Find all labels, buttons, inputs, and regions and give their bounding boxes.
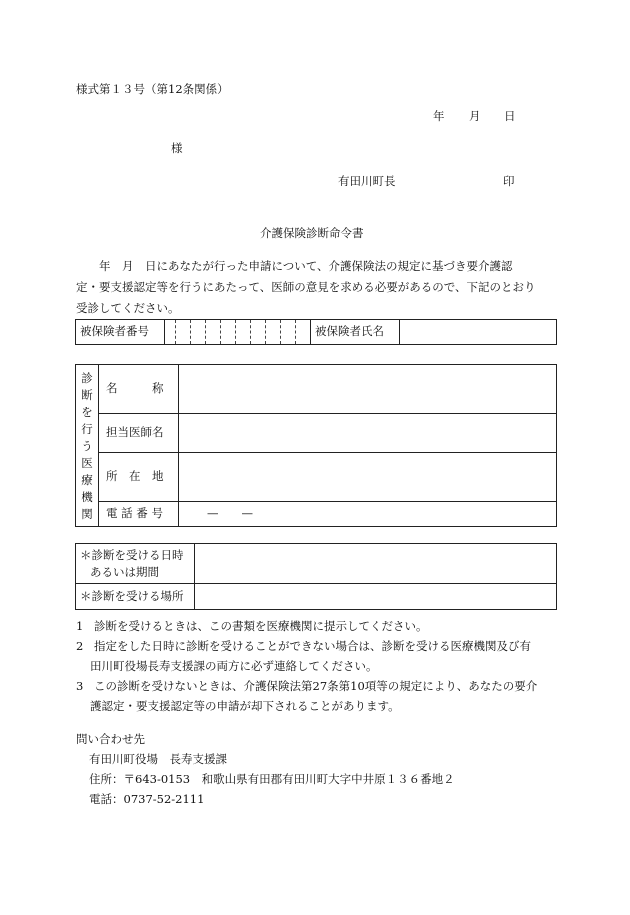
insured-number-digit[interactable]: [176, 320, 191, 345]
institution-side-label-text: 診断を行う医療機関: [81, 371, 93, 521]
insured-number-label: 被保険者番号: [76, 320, 165, 345]
body-line: 受診してください。: [76, 301, 180, 315]
contact-phone: 電話：0737-52-2111: [89, 792, 205, 806]
addressee-suffix: 様: [171, 141, 183, 155]
schedule-date-label-line2: あるいは期間: [90, 564, 159, 579]
date-day: 日: [504, 109, 516, 123]
address-label: 所 在 地: [99, 453, 179, 502]
issuer: 有田川町長: [338, 174, 396, 188]
schedule-date-label: [76, 544, 195, 584]
body-line: 定・要支援認定等を行うにあたって、医師の意見を求める必要があるので、下記のとおり: [76, 280, 536, 294]
institution-name-label: 名 称: [99, 365, 179, 414]
doctor-name-field[interactable]: [179, 414, 557, 453]
note-text: 指定をした日時に診断を受けることができない場合は、診断を受ける医療機関及び有: [94, 639, 531, 653]
note-text: 診断を受けるときは、この書類を医療機関に提示してください。: [94, 619, 428, 633]
note-item: [76, 636, 560, 676]
note-item: [76, 676, 560, 716]
schedule-date-field[interactable]: [195, 544, 557, 584]
note-number: 2: [76, 639, 84, 653]
phone-field[interactable]: — —: [179, 502, 557, 527]
document-title: 介護保険診断命令書: [260, 226, 364, 240]
address-field[interactable]: [179, 453, 557, 502]
note-text: 護認定・要支援認定等の申請が却下されることがあります。: [90, 699, 400, 713]
form-number: 様式第１３号（第12条関係）: [76, 82, 229, 96]
note-item: [76, 616, 560, 636]
institution-side-label: [76, 365, 99, 527]
note-number: 3: [76, 679, 84, 693]
insured-number-digit[interactable]: [236, 320, 251, 345]
notes: [76, 616, 560, 716]
insured-name-field[interactable]: [400, 320, 557, 345]
insured-number-digit[interactable]: [221, 320, 236, 345]
insured-number-digit[interactable]: [266, 320, 281, 345]
contact-address: 住所：〒643-0153 和歌山県有田郡有田川町大字中井原１３６番地２: [89, 772, 455, 786]
insured-number-digit[interactable]: [296, 320, 311, 345]
date-month: 月: [469, 109, 481, 123]
insured-number-digit[interactable]: [191, 320, 206, 345]
insured-table: [75, 319, 557, 345]
seal-mark: 印: [503, 174, 515, 188]
insured-number-digit[interactable]: [251, 320, 266, 345]
institution-table: [75, 364, 557, 527]
date-year: 年: [433, 109, 445, 123]
insured-number-digit[interactable]: [281, 320, 296, 345]
phone-label: 電 話 番 号: [99, 502, 179, 527]
insured-number-digit[interactable]: [165, 320, 176, 345]
body-line: 年 月 日にあなたが行った申請について、介護保険法の規定に基づき要介護認: [76, 259, 513, 273]
doctor-name-label: 担当医師名: [99, 414, 179, 453]
note-text: 田川町役場長寿支援課の両方に必ず連絡してください。: [90, 659, 378, 673]
institution-name-field[interactable]: [179, 365, 557, 414]
contact-office: 有田川町役場 長寿支援課: [89, 752, 227, 766]
schedule-table: [75, 543, 557, 610]
schedule-place-field[interactable]: [195, 584, 557, 610]
contact-heading: 問い合わせ先: [76, 732, 145, 746]
note-number: 1: [76, 619, 84, 633]
schedule-place-label: ＊診断を受ける場所: [76, 584, 195, 610]
note-text: この診断を受けないときは、介護保険法第27条第10項等の規定により、あなたの要介: [94, 679, 538, 693]
insured-name-label: 被保険者氏名: [311, 320, 400, 345]
schedule-date-label-line1: ＊診断を受ける日時: [80, 547, 184, 562]
insured-number-digit[interactable]: [206, 320, 221, 345]
body-paragraph: [76, 256, 558, 319]
